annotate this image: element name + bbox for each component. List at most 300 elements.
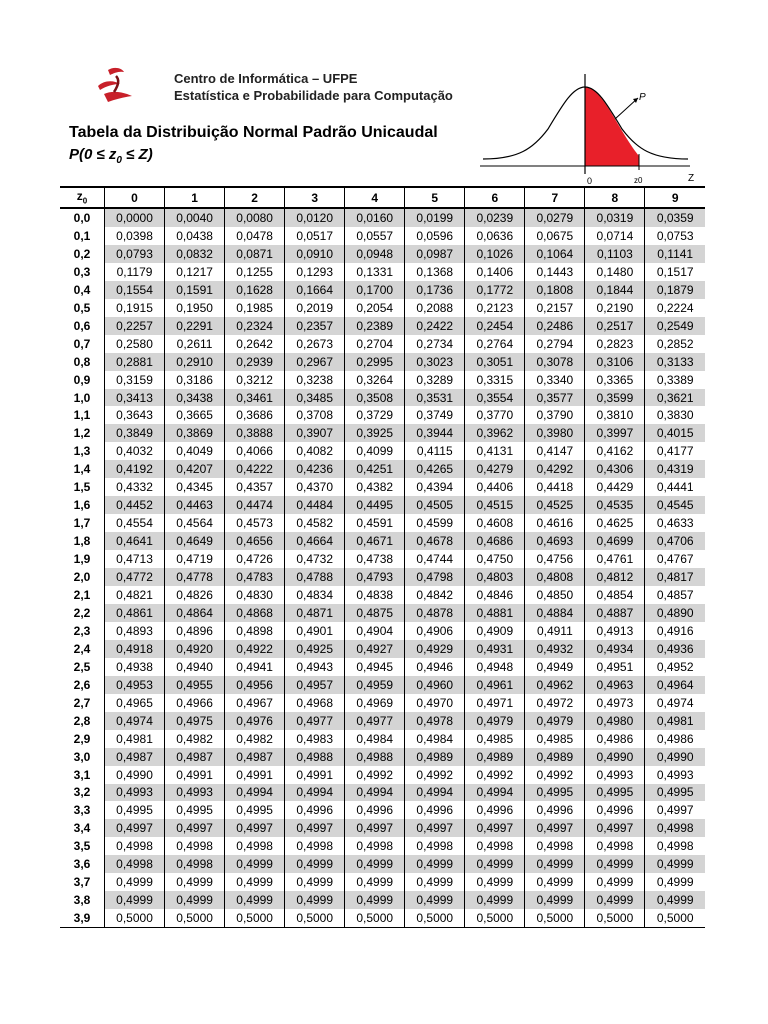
z-value-cell: 3,5 <box>73 839 91 854</box>
probability-cell: 0,4995 <box>165 801 225 819</box>
probability-cell: 0,0478 <box>225 227 285 245</box>
probability-cell: 0,4573 <box>225 514 285 532</box>
probability-cell: 0,4357 <box>225 478 285 496</box>
probability-cell: 0,4993 <box>105 784 165 802</box>
probability-cell: 0,4756 <box>525 550 585 568</box>
probability-cell: 0,4418 <box>525 478 585 496</box>
probability-cell: 0,3686 <box>225 406 285 424</box>
probability-cell: 0,4986 <box>585 730 645 748</box>
probability-cell: 0,1026 <box>465 245 525 263</box>
probability-cell: 0,4292 <box>525 460 585 478</box>
probability-cell: 0,4963 <box>585 676 645 694</box>
probability-cell: 0,3413 <box>105 389 165 407</box>
table-row <box>60 460 705 478</box>
probability-cell: 0,2642 <box>225 335 285 353</box>
probability-cell: 0,4995 <box>585 784 645 802</box>
probability-cell: 0,4999 <box>345 855 405 873</box>
probability-cell: 0,2764 <box>465 335 525 353</box>
column-header: 6 <box>465 187 525 208</box>
table-row <box>60 550 705 568</box>
probability-cell: 0,2734 <box>405 335 465 353</box>
probability-cell: 0,3888 <box>225 424 285 442</box>
probability-cell: 0,4429 <box>585 478 645 496</box>
probability-cell: 0,4830 <box>225 586 285 604</box>
probability-cell: 0,4236 <box>285 460 345 478</box>
z-value-cell: 1,5 <box>73 480 91 495</box>
probability-cell: 0,1368 <box>405 263 465 281</box>
probability-cell: 0,4995 <box>525 784 585 802</box>
probability-cell: 0,4996 <box>585 801 645 819</box>
probability-cell: 0,4864 <box>165 604 225 622</box>
probability-cell: 0,4922 <box>225 640 285 658</box>
table-row <box>60 604 705 622</box>
probability-cell: 0,4962 <box>525 676 585 694</box>
probability-cell: 0,3106 <box>585 353 645 371</box>
label-origin: 0 <box>587 176 593 186</box>
probability-cell: 0,4319 <box>645 460 705 478</box>
probability-cell: 0,4999 <box>465 873 525 891</box>
z-value-cell: 3,4 <box>73 821 91 836</box>
probability-cell: 0,4988 <box>285 748 345 766</box>
normal-curve-figure <box>478 64 700 188</box>
probability-cell: 0,2967 <box>285 353 345 371</box>
probability-cell: 0,4999 <box>225 891 285 909</box>
probability-cell: 0,4997 <box>465 819 525 837</box>
z-value-cell: 2,1 <box>73 587 91 602</box>
z-value-cell: 1,6 <box>73 498 91 513</box>
probability-cell: 0,1808 <box>525 281 585 299</box>
probability-cell: 0,4975 <box>165 712 225 730</box>
probability-cell: 0,4049 <box>165 442 225 460</box>
probability-cell: 0,4999 <box>585 873 645 891</box>
probability-cell: 0,4515 <box>465 496 525 514</box>
probability-cell: 0,4999 <box>225 873 285 891</box>
probability-cell: 0,5000 <box>405 909 465 927</box>
probability-cell: 0,4999 <box>465 855 525 873</box>
probability-cell: 0,3810 <box>585 406 645 424</box>
probability-cell: 0,4994 <box>405 784 465 802</box>
shaded-probability-area <box>585 87 639 166</box>
table-row <box>60 748 705 766</box>
probability-cell: 0,4936 <box>645 640 705 658</box>
probability-cell: 0,0438 <box>165 227 225 245</box>
probability-cell: 0,4999 <box>285 855 345 873</box>
column-header: 3 <box>285 187 345 208</box>
probability-cell: 0,4608 <box>465 514 525 532</box>
probability-cell: 0,5000 <box>285 909 345 927</box>
probability-cell: 0,0359 <box>645 208 705 227</box>
probability-cell: 0,4857 <box>645 586 705 604</box>
z-value-cell: 3,0 <box>73 749 91 764</box>
probability-cell: 0,3997 <box>585 424 645 442</box>
probability-cell: 0,3907 <box>285 424 345 442</box>
probability-cell: 0,4783 <box>225 568 285 586</box>
probability-cell: 0,4656 <box>225 532 285 550</box>
probability-cell: 0,4987 <box>105 748 165 766</box>
probability-cell: 0,2389 <box>345 317 405 335</box>
probability-cell: 0,4957 <box>285 676 345 694</box>
probability-cell: 0,4706 <box>645 532 705 550</box>
probability-cell: 0,2486 <box>525 317 585 335</box>
probability-cell: 0,4998 <box>465 837 525 855</box>
probability-cell: 0,1554 <box>105 281 165 299</box>
probability-cell: 0,4875 <box>345 604 405 622</box>
probability-cell: 0,4940 <box>165 658 225 676</box>
z-value-cell: 0,9 <box>73 372 91 387</box>
probability-cell: 0,0319 <box>585 208 645 227</box>
z-value-cell: 3,1 <box>73 767 91 782</box>
table-row <box>60 245 705 263</box>
z-value-cell: 1,4 <box>73 462 91 477</box>
probability-cell: 0,4251 <box>345 460 405 478</box>
table-row <box>60 855 705 873</box>
probability-cell: 0,0517 <box>285 227 345 245</box>
z-value-cell: 3,8 <box>73 893 91 908</box>
probability-cell: 0,4649 <box>165 532 225 550</box>
probability-cell: 0,4991 <box>225 766 285 784</box>
table-row <box>60 496 705 514</box>
probability-cell: 0,4997 <box>345 819 405 837</box>
probability-cell: 0,4996 <box>285 801 345 819</box>
z-value-cell: 0,0 <box>73 210 91 225</box>
probability-cell: 0,4131 <box>465 442 525 460</box>
table-row <box>60 299 705 317</box>
probability-cell: 0,1331 <box>345 263 405 281</box>
probability-cell: 0,4997 <box>525 819 585 837</box>
probability-cell: 0,2794 <box>525 335 585 353</box>
probability-cell: 0,4997 <box>225 819 285 837</box>
probability-cell: 0,0636 <box>465 227 525 245</box>
probability-cell: 0,4998 <box>285 837 345 855</box>
probability-cell: 0,1255 <box>225 263 285 281</box>
probability-cell: 0,1844 <box>585 281 645 299</box>
probability-cell: 0,4693 <box>525 532 585 550</box>
probability-cell: 0,4732 <box>285 550 345 568</box>
probability-cell: 0,4812 <box>585 568 645 586</box>
probability-cell: 0,4943 <box>285 658 345 676</box>
table-row <box>60 658 705 676</box>
probability-cell: 0,4991 <box>285 766 345 784</box>
probability-cell: 0,4998 <box>105 837 165 855</box>
probability-cell: 0,2823 <box>585 335 645 353</box>
probability-cell: 0,0080 <box>225 208 285 227</box>
z-value-cell: 1,0 <box>73 390 91 405</box>
table-row <box>60 353 705 371</box>
probability-cell: 0,1591 <box>165 281 225 299</box>
probability-cell: 0,2517 <box>585 317 645 335</box>
column-header: 0 <box>105 187 165 208</box>
probability-cell: 0,4951 <box>585 658 645 676</box>
probability-cell: 0,4641 <box>105 532 165 550</box>
z-value-cell: 0,1 <box>73 228 91 243</box>
probability-cell: 0,3389 <box>645 371 705 389</box>
probability-cell: 0,3264 <box>345 371 405 389</box>
probability-cell: 0,4222 <box>225 460 285 478</box>
probability-cell: 0,1736 <box>405 281 465 299</box>
probability-cell: 0,3212 <box>225 371 285 389</box>
probability-cell: 0,1217 <box>165 263 225 281</box>
probability-cell: 0,0675 <box>525 227 585 245</box>
probability-cell: 0,4992 <box>465 766 525 784</box>
probability-cell: 0,4671 <box>345 532 405 550</box>
probability-cell: 0,2054 <box>345 299 405 317</box>
probability-cell: 0,4999 <box>465 891 525 909</box>
probability-cell: 0,4177 <box>645 442 705 460</box>
z-value-cell: 1,9 <box>73 552 91 567</box>
probability-cell: 0,2454 <box>465 317 525 335</box>
p-arrow <box>615 98 638 119</box>
probability-cell: 0,4968 <box>285 694 345 712</box>
probability-cell: 0,4971 <box>465 694 525 712</box>
probability-cell: 0,4911 <box>525 622 585 640</box>
probability-cell: 0,3340 <box>525 371 585 389</box>
probability-cell: 0,4999 <box>405 891 465 909</box>
probability-cell: 0,0753 <box>645 227 705 245</box>
probability-cell: 0,4960 <box>405 676 465 694</box>
probability-cell: 0,4999 <box>525 855 585 873</box>
probability-cell: 0,1406 <box>465 263 525 281</box>
org-name: Centro de Informática – UFPE <box>174 71 358 86</box>
probability-cell: 0,4979 <box>465 712 525 730</box>
probability-cell: 0,4997 <box>105 819 165 837</box>
probability-cell: 0,3023 <box>405 353 465 371</box>
probability-cell: 0,3925 <box>345 424 405 442</box>
z0-column-header: $z_0$ <box>60 187 105 208</box>
probability-cell: 0,4207 <box>165 460 225 478</box>
probability-cell: 0,2190 <box>585 299 645 317</box>
probability-cell: 0,2995 <box>345 353 405 371</box>
probability-cell: 0,3665 <box>165 406 225 424</box>
normal-distribution-table <box>60 186 705 928</box>
probability-cell: 0,4995 <box>225 801 285 819</box>
probability-cell: 0,4525 <box>525 496 585 514</box>
probability-cell: 0,3849 <box>105 424 165 442</box>
probability-cell: 0,4989 <box>525 748 585 766</box>
probability-cell: 0,4279 <box>465 460 525 478</box>
probability-cell: 0,4978 <box>405 712 465 730</box>
probability-cell: 0,4793 <box>345 568 405 586</box>
probability-cell: 0,0714 <box>585 227 645 245</box>
probability-cell: 0,0160 <box>345 208 405 227</box>
probability-cell: 0,4997 <box>645 801 705 819</box>
probability-cell: 0,3790 <box>525 406 585 424</box>
probability-cell: 0,3289 <box>405 371 465 389</box>
probability-cell: 0,3078 <box>525 353 585 371</box>
z-value-cell: 2,4 <box>73 641 91 656</box>
table-row <box>60 568 705 586</box>
probability-cell: 0,3830 <box>645 406 705 424</box>
table-header-row <box>60 187 705 208</box>
probability-cell: 0,4998 <box>405 837 465 855</box>
table-row <box>60 586 705 604</box>
probability-cell: 0,4082 <box>285 442 345 460</box>
probability-cell: 0,2852 <box>645 335 705 353</box>
probability-cell: 0,4406 <box>465 478 525 496</box>
probability-cell: 0,4999 <box>405 855 465 873</box>
probability-cell: 0,4995 <box>645 784 705 802</box>
probability-cell: 0,1443 <box>525 263 585 281</box>
probability-cell: 0,4999 <box>165 891 225 909</box>
probability-cell: 0,4983 <box>285 730 345 748</box>
probability-cell: 0,4953 <box>105 676 165 694</box>
probability-cell: 0,4918 <box>105 640 165 658</box>
z-value-cell: 3,6 <box>73 857 91 872</box>
probability-cell: 0,4999 <box>225 855 285 873</box>
probability-cell: 0,4998 <box>525 837 585 855</box>
probability-cell: 0,4999 <box>645 873 705 891</box>
probability-cell: 0,4992 <box>525 766 585 784</box>
probability-cell: 0,4994 <box>465 784 525 802</box>
probability-cell: 0,5000 <box>225 909 285 927</box>
probability-cell: 0,4992 <box>405 766 465 784</box>
table-row <box>60 766 705 784</box>
table-row <box>60 730 705 748</box>
probability-cell: 0,2324 <box>225 317 285 335</box>
probability-cell: 0,4761 <box>585 550 645 568</box>
probability-cell: 0,4015 <box>645 424 705 442</box>
probability-cell: 0,2611 <box>165 335 225 353</box>
probability-cell: 0,4979 <box>525 712 585 730</box>
probability-cell: 0,3980 <box>525 424 585 442</box>
probability-cell: 0,4591 <box>345 514 405 532</box>
probability-cell: 0,1664 <box>285 281 345 299</box>
probability-cell: 0,4896 <box>165 622 225 640</box>
probability-cell: 0,5000 <box>645 909 705 927</box>
probability-cell: 0,4817 <box>645 568 705 586</box>
probability-cell: 0,4884 <box>525 604 585 622</box>
z-value-cell: 1,3 <box>73 444 91 459</box>
probability-cell: 0,4997 <box>165 819 225 837</box>
probability-cell: 0,4974 <box>645 694 705 712</box>
probability-cell: 0,4997 <box>285 819 345 837</box>
probability-cell: 0,4463 <box>165 496 225 514</box>
probability-cell: 0,4582 <box>285 514 345 532</box>
probability-cell: 0,0596 <box>405 227 465 245</box>
probability-cell: 0,4808 <box>525 568 585 586</box>
probability-cell: 0,4989 <box>405 748 465 766</box>
probability-cell: 0,3599 <box>585 389 645 407</box>
probability-cell: 0,3708 <box>285 406 345 424</box>
probability-cell: 0,4996 <box>525 801 585 819</box>
probability-cell: 0,5000 <box>105 909 165 927</box>
probability-cell: 0,4699 <box>585 532 645 550</box>
probability-cell: 0,4686 <box>465 532 525 550</box>
probability-cell: 0,5000 <box>585 909 645 927</box>
probability-cell: 0,4999 <box>525 891 585 909</box>
probability-cell: 0,0199 <box>405 208 465 227</box>
probability-cell: 0,4999 <box>165 873 225 891</box>
probability-cell: 0,4162 <box>585 442 645 460</box>
probability-cell: 0,4890 <box>645 604 705 622</box>
table-row <box>60 784 705 802</box>
probability-cell: 0,3238 <box>285 371 345 389</box>
probability-cell: 0,4778 <box>165 568 225 586</box>
table-row <box>60 478 705 496</box>
probability-cell: 0,4976 <box>225 712 285 730</box>
table-row <box>60 424 705 442</box>
probability-cell: 0,4798 <box>405 568 465 586</box>
probability-cell: 0,4821 <box>105 586 165 604</box>
table-row <box>60 281 705 299</box>
probability-cell: 0,4982 <box>165 730 225 748</box>
probability-cell: 0,4998 <box>645 837 705 855</box>
table-row <box>60 389 705 407</box>
probability-cell: 0,4545 <box>645 496 705 514</box>
probability-cell: 0,4964 <box>645 676 705 694</box>
probability-cell: 0,4993 <box>585 766 645 784</box>
probability-cell: 0,4992 <box>345 766 405 784</box>
probability-cell: 0,4920 <box>165 640 225 658</box>
probability-cell: 0,2019 <box>285 299 345 317</box>
probability-cell: 0,3944 <box>405 424 465 442</box>
table-row <box>60 873 705 891</box>
probability-cell: 0,4999 <box>525 873 585 891</box>
probability-cell: 0,1480 <box>585 263 645 281</box>
probability-cell: 0,4990 <box>105 766 165 784</box>
probability-cell: 0,1985 <box>225 299 285 317</box>
probability-cell: 0,4998 <box>645 819 705 837</box>
probability-cell: 0,4993 <box>165 784 225 802</box>
column-header: 7 <box>525 187 585 208</box>
probability-cell: 0,4625 <box>585 514 645 532</box>
table-row <box>60 532 705 550</box>
probability-cell: 0,4999 <box>645 891 705 909</box>
probability-cell: 0,4995 <box>105 801 165 819</box>
z-value-cell: 3,7 <box>73 875 91 890</box>
probability-cell: 0,2088 <box>405 299 465 317</box>
probability-cell: 0,5000 <box>345 909 405 927</box>
course-name: Estatística e Probabilidade para Computação <box>174 88 453 103</box>
probability-cell: 0,4564 <box>165 514 225 532</box>
probability-cell: 0,4994 <box>225 784 285 802</box>
probability-cell: 0,4901 <box>285 622 345 640</box>
probability-cell: 0,4850 <box>525 586 585 604</box>
z-value-cell: 0,8 <box>73 354 91 369</box>
probability-cell: 0,4999 <box>645 855 705 873</box>
z-value-cell: 2,0 <box>73 570 91 585</box>
probability-cell: 0,2224 <box>645 299 705 317</box>
probability-cell: 0,4664 <box>285 532 345 550</box>
probability-cell: 0,4990 <box>585 748 645 766</box>
probability-cell: 0,4999 <box>285 873 345 891</box>
label-z0: z0 <box>634 176 643 185</box>
probability-cell: 0,4927 <box>345 640 405 658</box>
column-header: 9 <box>645 187 705 208</box>
probability-cell: 0,4382 <box>345 478 405 496</box>
probability-cell: 0,4991 <box>165 766 225 784</box>
probability-cell: 0,4713 <box>105 550 165 568</box>
probability-cell: 0,4441 <box>645 478 705 496</box>
probability-cell: 0,0793 <box>105 245 165 263</box>
probability-cell: 0,2881 <box>105 353 165 371</box>
probability-cell: 0,4871 <box>285 604 345 622</box>
probability-cell: 0,0557 <box>345 227 405 245</box>
probability-cell: 0,4881 <box>465 604 525 622</box>
z-value-cell: 1,2 <box>73 426 91 441</box>
table-row <box>60 712 705 730</box>
probability-cell: 0,4969 <box>345 694 405 712</box>
table-body <box>60 208 705 928</box>
probability-cell: 0,4767 <box>645 550 705 568</box>
probability-cell: 0,4916 <box>645 622 705 640</box>
z-value-cell: 1,7 <box>73 516 91 531</box>
probability-cell: 0,0910 <box>285 245 345 263</box>
probability-cell: 0,2704 <box>345 335 405 353</box>
probability-cell: 0,4990 <box>645 748 705 766</box>
probability-cell: 0,3051 <box>465 353 525 371</box>
label-p: P <box>639 92 646 103</box>
probability-cell: 0,4984 <box>405 730 465 748</box>
